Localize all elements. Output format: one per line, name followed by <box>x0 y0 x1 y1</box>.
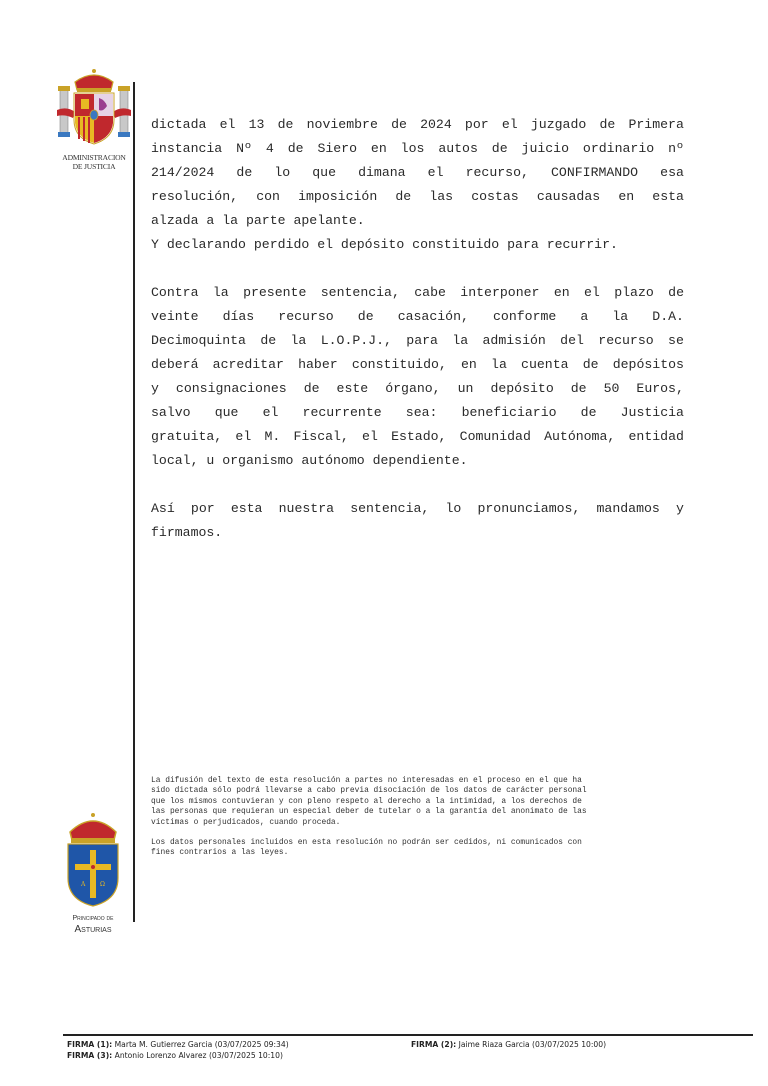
signature-value: Antonio Lorenzo Alvarez (03/07/2025 10:10) <box>114 1051 283 1060</box>
word: D.A. <box>652 309 684 324</box>
word: para <box>406 333 438 348</box>
word: juzgado <box>530 117 587 132</box>
word: de <box>260 333 277 348</box>
body-line <box>151 161 684 185</box>
word: resolución, <box>151 189 239 204</box>
word: esta <box>652 189 684 204</box>
word: lo <box>445 501 462 516</box>
word: presente <box>243 285 307 300</box>
signature-1 <box>67 1039 289 1050</box>
signature-label: FIRMA (2): <box>411 1040 457 1049</box>
coat-of-arms-spain-icon <box>55 68 133 148</box>
word: en <box>461 357 477 372</box>
word: en <box>370 141 387 156</box>
word: admisión <box>482 333 546 348</box>
word: las <box>429 189 454 204</box>
word: de <box>668 285 684 300</box>
word: de <box>391 117 407 132</box>
logo-caption-line1: ADMINISTRACION <box>62 153 126 162</box>
word: Justicia <box>620 405 684 420</box>
body-line <box>151 497 684 521</box>
word: Euros, <box>636 381 684 396</box>
body-line <box>151 305 684 329</box>
word: cabe <box>414 285 446 300</box>
body-line <box>151 425 684 449</box>
word: autos <box>438 141 478 156</box>
signature-value: Jaime Riaza Garcia (03/07/2025 10:00) <box>458 1040 607 1049</box>
principado-asturias-logo <box>62 812 124 934</box>
footer-rule <box>63 1034 753 1036</box>
word: 2024 <box>420 117 452 132</box>
word: de <box>599 117 616 132</box>
word: a <box>580 309 589 324</box>
privacy-notice-paragraph-1 <box>151 776 685 828</box>
word: esta <box>230 501 263 516</box>
privacy-notice-paragraph-2 <box>151 838 685 859</box>
word: 50 <box>603 381 620 396</box>
logo-caption <box>62 913 124 935</box>
word: CONFIRMANDO <box>551 165 639 180</box>
body-line <box>151 281 684 305</box>
word: de <box>277 117 294 132</box>
word: salvo <box>151 405 191 420</box>
word: los <box>400 141 425 156</box>
word: que <box>214 405 239 420</box>
word: el <box>262 405 279 420</box>
word: beneficiario <box>461 405 557 420</box>
word: el <box>235 429 252 444</box>
word: de <box>491 141 508 156</box>
word: de <box>580 405 597 420</box>
body-line: firmamos. <box>151 525 223 540</box>
word: en <box>618 189 635 204</box>
word: Nº <box>236 141 252 156</box>
word: la <box>212 285 229 300</box>
word: recurso, <box>465 165 529 180</box>
word: 13 <box>248 117 265 132</box>
notice-line: las personas que requieran un especial deber de tutelar o a la garantía del anonimato de las <box>151 807 587 817</box>
word: Así <box>151 501 175 516</box>
word: el <box>584 285 600 300</box>
word: Fiscal, <box>293 429 349 444</box>
word: Autónoma, <box>544 429 616 444</box>
word: M. <box>264 429 281 444</box>
word: el <box>427 165 444 180</box>
word: este <box>336 381 369 396</box>
signature-label: FIRMA (3): <box>67 1051 113 1060</box>
word: de <box>582 357 599 372</box>
word: con <box>256 189 280 204</box>
word: nº <box>668 141 684 156</box>
word: de <box>287 141 304 156</box>
word: órgano, <box>385 381 441 396</box>
word: dimana <box>358 165 406 180</box>
signature-value: Marta M. Gutierrez Garcia (03/07/2025 09:34) <box>114 1040 289 1049</box>
word: Decimoquinta <box>151 333 246 348</box>
body-paragraph <box>151 281 684 473</box>
notice-line: Los datos personales incluidos en esta resolución no podrán ser cedidos, ni comunicados con <box>151 838 582 848</box>
notice-line: que los mismos contuvieran y con pleno respeto al derecho a la intimidad, a los derechos de <box>151 796 582 806</box>
word: que <box>312 165 336 180</box>
word: el <box>362 429 378 444</box>
logo-caption-line2: Asturias <box>74 924 112 935</box>
body-line <box>151 329 684 353</box>
notice-line: víctimas o perjudicados, cuando proceda. <box>151 817 341 827</box>
privacy-notice <box>151 776 685 869</box>
signature-label: FIRMA (1): <box>67 1040 113 1049</box>
word: lo <box>274 165 291 180</box>
word: ordinario <box>582 141 655 156</box>
word: acreditar <box>212 357 284 372</box>
body-line <box>151 185 684 209</box>
word: la <box>452 333 469 348</box>
word: consignaciones <box>175 381 287 396</box>
signature-2 <box>411 1039 606 1050</box>
word: un <box>457 381 474 396</box>
word: interponer <box>460 285 540 300</box>
word: recurso <box>598 333 654 348</box>
word: nuestra <box>278 501 335 516</box>
word: y <box>151 381 159 396</box>
word: haber <box>298 357 338 372</box>
word: entidad <box>628 429 684 444</box>
word: por <box>464 117 489 132</box>
word: L.O.P.J., <box>320 333 392 348</box>
body-line <box>151 377 684 401</box>
word: el <box>219 117 236 132</box>
word: deberá <box>151 357 199 372</box>
document-body <box>151 113 684 569</box>
word: recurrente <box>302 405 382 420</box>
word: sentencia, <box>320 285 400 300</box>
word: pronunciamos, <box>477 501 581 516</box>
body-line <box>151 401 684 425</box>
notice-line: La difusión del texto de esta resolución a partes no interesadas en el proceso en el que ha <box>151 776 582 785</box>
word: depósitos <box>612 357 684 372</box>
word: juicio <box>521 141 570 156</box>
word: días <box>222 309 255 324</box>
body-line <box>151 353 684 377</box>
word: por <box>190 501 215 516</box>
word: causadas <box>536 189 601 204</box>
word: costas <box>471 189 519 204</box>
word: imposición <box>298 189 378 204</box>
word: gratuita, <box>151 429 223 444</box>
logo-caption-line1: Principado de <box>72 915 114 922</box>
word: Siero <box>317 141 358 156</box>
word: veinte <box>151 309 199 324</box>
word: Estado, <box>391 429 447 444</box>
notice-line: sido dictada sólo podrá llevarse a cabo previa disociación de los datos de carácter personal <box>151 786 587 796</box>
word: sea: <box>405 405 438 420</box>
word: del <box>560 333 584 348</box>
body-line: local, u organismo autónomo dependiente. <box>151 453 468 468</box>
svg-text:Ω: Ω <box>100 881 105 888</box>
word: el <box>501 117 518 132</box>
word: dictada <box>151 117 207 132</box>
word: la <box>290 333 307 348</box>
word: Contra <box>151 285 199 300</box>
logo-caption <box>55 153 133 171</box>
word: 214/2024 <box>151 165 215 180</box>
word: conforme <box>493 309 557 324</box>
word: 4 <box>265 141 274 156</box>
word: cuenta <box>521 357 569 372</box>
word: de <box>236 165 253 180</box>
word: mandamos <box>596 501 660 516</box>
body-line <box>151 137 684 161</box>
body-line <box>151 113 684 137</box>
coat-of-arms-asturias-icon <box>62 812 124 908</box>
word: instancia <box>151 141 223 156</box>
body-paragraph <box>151 113 684 257</box>
word: casación, <box>397 309 469 324</box>
body-paragraph <box>151 497 684 545</box>
word: Comunidad <box>459 429 531 444</box>
word: de <box>395 189 412 204</box>
word: plazo <box>614 285 654 300</box>
word: sentencia, <box>350 501 430 516</box>
notice-line: fines contrarios a las leyes. <box>151 848 289 858</box>
word: en <box>553 285 570 300</box>
margin-rule <box>133 82 135 922</box>
word: de <box>357 309 374 324</box>
word: la <box>612 309 629 324</box>
word: constituido, <box>351 357 447 372</box>
body-line: Y declarando perdido el depósito constituido para recurrir. <box>151 237 618 252</box>
word: esa <box>660 165 684 180</box>
word: noviembre <box>306 117 378 132</box>
signature-3 <box>67 1050 283 1061</box>
body-line: alzada a la parte apelante. <box>151 213 365 228</box>
svg-text:A: A <box>81 881 86 888</box>
logo-caption-line2: DE JUSTICIA <box>72 162 116 171</box>
word: y <box>675 501 684 516</box>
administracion-justicia-logo <box>55 68 133 172</box>
word: recurso <box>278 309 334 324</box>
word: de <box>570 381 587 396</box>
word: la <box>491 357 507 372</box>
word: se <box>668 333 684 348</box>
word: Primera <box>628 117 684 132</box>
word: de <box>303 381 320 396</box>
word: depósito <box>490 381 554 396</box>
